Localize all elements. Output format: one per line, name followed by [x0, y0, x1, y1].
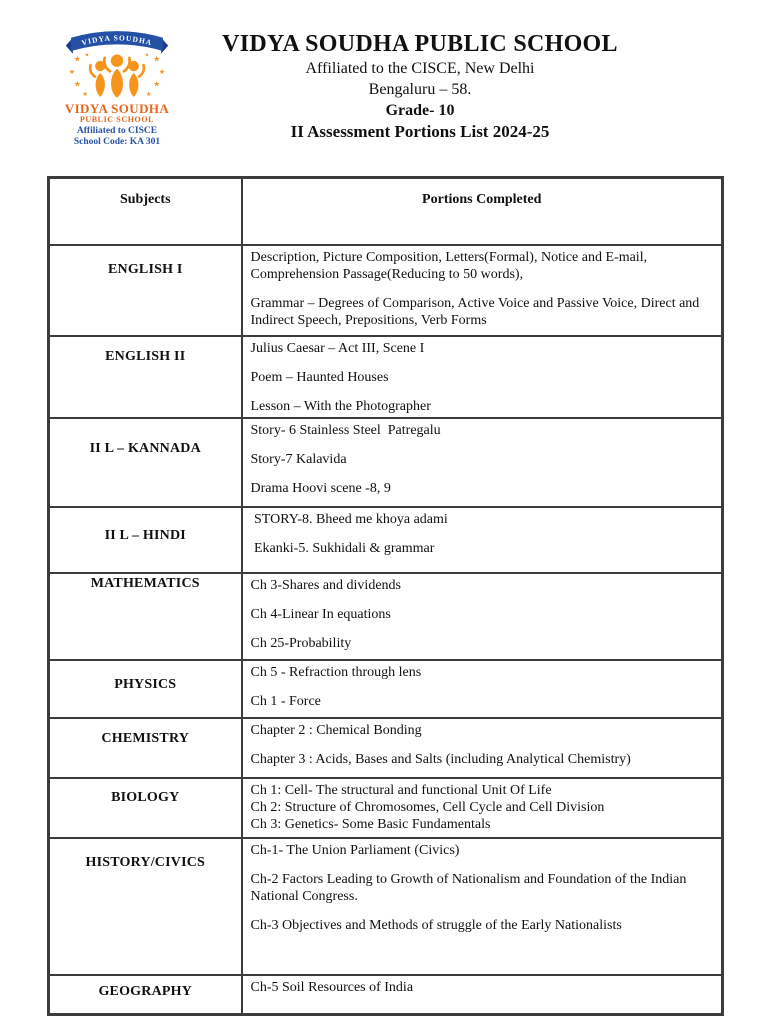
- portion-paragraph: Ch 5 - Refraction through lens: [250, 664, 422, 680]
- portion-paragraph: Ekanki-5. Sukhidali & grammar: [250, 540, 435, 556]
- table-row: [49, 573, 723, 660]
- portion-paragraph: Julius Caesar – Act III, Scene I: [250, 340, 425, 356]
- table-row: [49, 418, 723, 507]
- portion-paragraph: Ch 3-Shares and dividends: [250, 577, 401, 593]
- table-row: [49, 778, 723, 838]
- table-row: [49, 718, 723, 778]
- grade-line: Grade- 10: [385, 102, 455, 119]
- portion-paragraph: Ch 2: Structure of Chromosomes, Cell Cycle and Cell Division: [250, 799, 605, 815]
- subject-cell: CHEMISTRY: [49, 718, 242, 778]
- subject-cell: ENGLISH II: [49, 336, 242, 418]
- logo-school-name: VIDYA SOUDHA: [64, 101, 170, 116]
- portion-paragraph: Grammar – Degrees of Comparison, Active Voice and Passive Voice, Direct and Indirect Speech, Prepositions, Verb Forms: [250, 295, 703, 328]
- page-title: VIDYA SOUDHA PUBLIC SCHOOL: [222, 31, 618, 57]
- school-logo: [58, 27, 176, 147]
- portion-paragraph: Drama Hoovi scene -8, 9: [250, 480, 391, 496]
- affiliation-line: Affiliated to the CISCE, New Delhi: [305, 60, 535, 77]
- stars-right-icon: [145, 52, 166, 98]
- table-row: [49, 507, 723, 573]
- subject-cell: BIOLOGY: [49, 778, 242, 838]
- portion-paragraph: Ch-1- The Union Parliament (Civics): [250, 842, 460, 858]
- svg-text:★: ★: [84, 52, 90, 59]
- subject-cell: HISTORY/CIVICS: [49, 838, 242, 975]
- subject-cell: II L – HINDI: [49, 507, 242, 573]
- table-header-row: [49, 178, 723, 245]
- banner-text: VIDYA SOUDHA: [80, 33, 154, 48]
- svg-text:★: ★: [153, 79, 161, 89]
- portions-cell: [242, 718, 723, 778]
- svg-text:★: ★: [82, 91, 88, 99]
- portions-table: [47, 176, 724, 1016]
- subject-cell: MATHEMATICS: [49, 573, 242, 660]
- portions-cell: [242, 838, 723, 975]
- assessment-title: II Assessment Portions List 2024-25: [290, 122, 550, 141]
- column-header-portions: Portions Completed: [242, 178, 723, 245]
- logo-affiliation: Affiliated to CISCE: [76, 126, 158, 137]
- portion-paragraph: Ch 1: Cell- The structural and functional Unit Of Life: [250, 782, 552, 798]
- portion-paragraph: Ch-3 Objectives and Methods of struggle of the Early Nationalists: [250, 917, 622, 933]
- table-row: [49, 660, 723, 718]
- subject-cell: GEOGRAPHY: [49, 975, 242, 1015]
- portion-paragraph: Ch 25-Probability: [250, 635, 352, 651]
- portion-paragraph: Chapter 3 : Acids, Bases and Salts (including Analytical Chemistry): [250, 751, 631, 767]
- portion-paragraph: Ch 4-Linear In equations: [250, 606, 391, 622]
- portion-paragraph: Ch 1 - Force: [250, 693, 321, 709]
- portions-cell: [242, 245, 723, 336]
- subject-cell: ENGLISH I: [49, 245, 242, 336]
- document-header: [180, 30, 660, 143]
- portions-cell: [242, 660, 723, 718]
- stars-left-icon: [69, 52, 90, 98]
- portion-paragraph: Lesson – With the Photographer: [250, 398, 431, 414]
- subject-cell: II L – KANNADA: [49, 418, 242, 507]
- portion-paragraph: Story- 6 Stainless Steel Patregalu: [250, 422, 441, 438]
- portion-paragraph: Description, Picture Composition, Letters(Formal), Notice and E-mail, Comprehension Passage(Reducing to 50 words),: [250, 249, 651, 282]
- portion-paragraph: Poem – Haunted Houses: [250, 369, 389, 385]
- subject-cell: PHYSICS: [49, 660, 242, 718]
- portion-paragraph: Story-7 Kalavida: [250, 451, 347, 467]
- table-row: [49, 975, 723, 1015]
- table-row: [49, 838, 723, 975]
- svg-text:★: ★: [68, 66, 76, 76]
- portions-cell: [242, 507, 723, 573]
- svg-text:★: ★: [73, 54, 81, 64]
- svg-text:★: ★: [73, 79, 81, 89]
- family-figures-icon: [90, 55, 144, 98]
- table-row: [49, 336, 723, 418]
- portions-cell: [242, 336, 723, 418]
- portions-cell: [242, 573, 723, 660]
- svg-text:★: ★: [158, 66, 166, 76]
- portion-paragraph: Chapter 2 : Chemical Bonding: [250, 722, 422, 738]
- portion-paragraph: Ch-5 Soil Resources of India: [250, 979, 414, 995]
- column-header-subjects: Subjects: [49, 178, 242, 245]
- portions-cell: [242, 778, 723, 838]
- city-line: Bengaluru – 58.: [368, 81, 472, 98]
- svg-text:★: ★: [144, 52, 150, 59]
- portion-paragraph: Ch 3: Genetics- Some Basic Fundamentals: [250, 816, 491, 832]
- svg-text:★: ★: [146, 91, 152, 99]
- school-logo-emblem: [64, 27, 170, 105]
- logo-subtitle: PUBLIC SCHOOL: [79, 115, 155, 125]
- portions-cell: [242, 418, 723, 507]
- table-row: [49, 245, 723, 336]
- svg-text:★: ★: [153, 54, 161, 64]
- logo-school-code: School Code: KA 301: [73, 136, 161, 147]
- portion-paragraph: Ch-2 Factors Leading to Growth of Nationalism and Foundation of the Indian National Congress.: [250, 871, 690, 904]
- portion-paragraph: STORY-8. Bheed me khoya adami: [250, 511, 448, 527]
- portions-cell: [242, 975, 723, 1015]
